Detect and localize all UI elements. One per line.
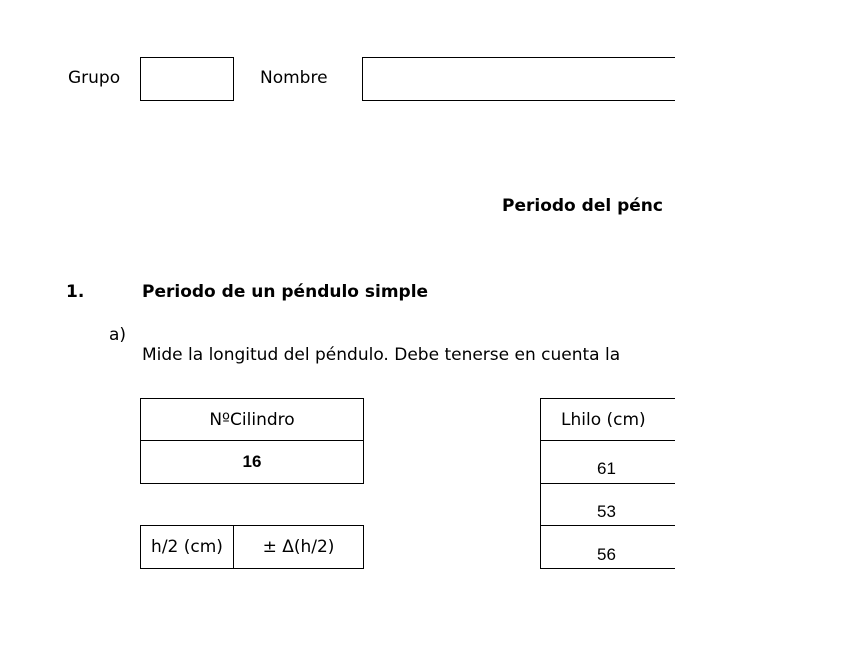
lhilo-header-text: Lhilo (cm) — [561, 409, 646, 430]
lhilo-value: 53 — [597, 502, 616, 521]
lhilo-value: 56 — [597, 545, 616, 564]
cilindro-value: 16 — [242, 452, 262, 471]
h-col2-header — [233, 525, 364, 569]
lhilo-row[interactable] — [540, 440, 675, 484]
section-number: 1. — [66, 282, 85, 302]
cilindro-header-text: NºCilindro — [209, 409, 295, 430]
nombre-label: Nombre — [260, 68, 328, 88]
lhilo-row[interactable] — [540, 525, 675, 569]
h-col1-header — [140, 525, 234, 569]
h-col2-text: ± Δ(h/2) — [262, 537, 335, 557]
grupo-label: Grupo — [68, 68, 121, 88]
lhilo-value: 61 — [597, 459, 616, 478]
cilindro-value-cell[interactable] — [140, 440, 364, 484]
h-col1-text: h/2 (cm) — [151, 537, 223, 557]
section-heading: Periodo de un péndulo simple — [142, 282, 429, 302]
subsection-label: a) — [109, 325, 127, 345]
page-title: Periodo del pénc — [502, 196, 663, 216]
cilindro-header — [140, 398, 364, 441]
nombre-field[interactable] — [362, 57, 675, 101]
instruction-text: Mide la longitud del péndulo. Debe tenerse en cuenta la — [142, 345, 621, 365]
lhilo-header — [540, 398, 675, 441]
grupo-field[interactable] — [140, 57, 234, 101]
lhilo-row[interactable] — [540, 483, 675, 526]
